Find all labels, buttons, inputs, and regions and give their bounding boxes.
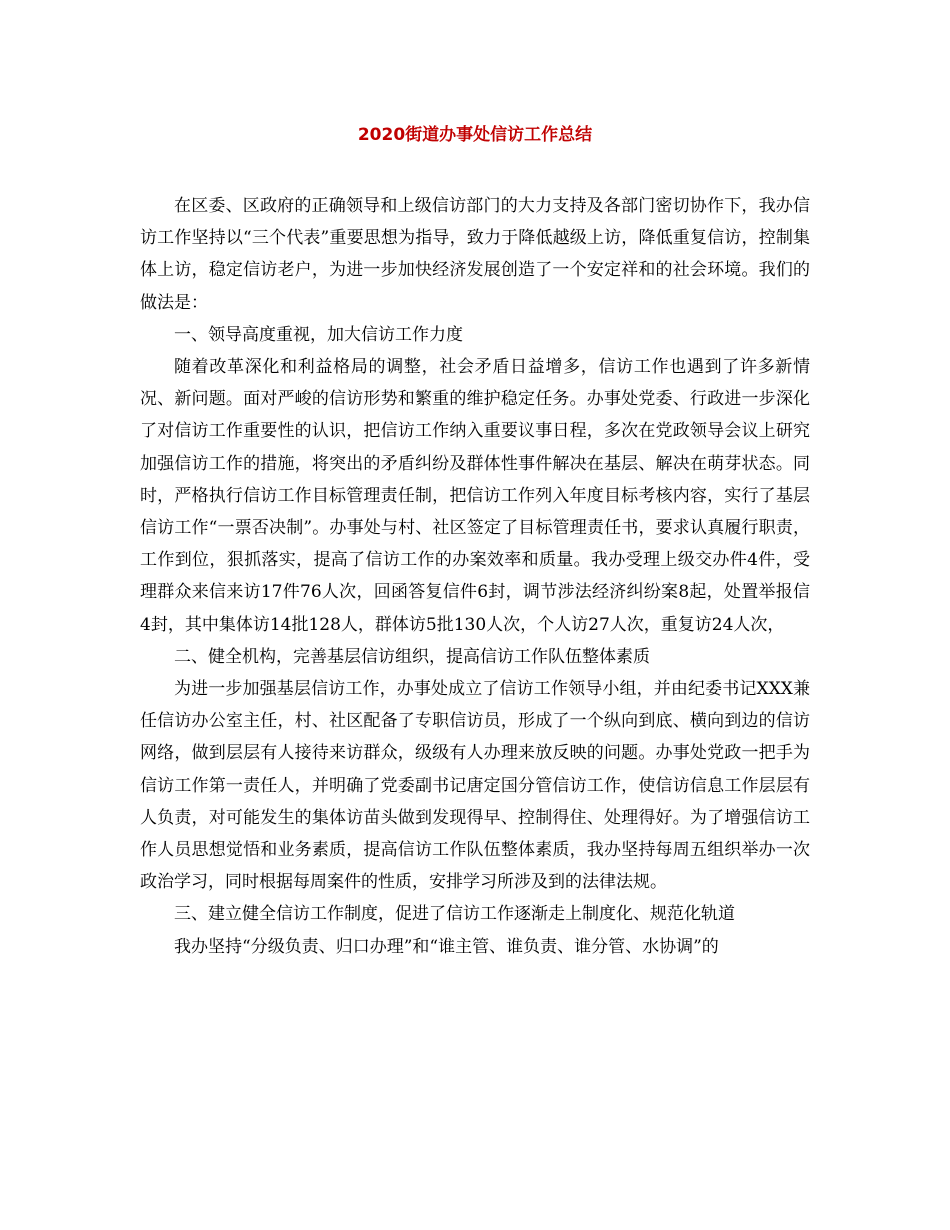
document-body (140, 190, 810, 963)
section-heading-2: 二、健全机构，完善基层信访组织，提高信访工作队伍整体素质 (174, 646, 650, 667)
section-heading-1: 一、领导高度重视，加大信访工作力度 (174, 324, 463, 345)
document-title: 2020街道办事处信访工作总结 (357, 125, 593, 145)
paragraph-section-3: 我办坚持“分级负责、归口办理”和“谁主管、谁负责、谁分管、水协调”的 (174, 936, 719, 957)
paragraph-section-2: 为进一步加强基层信访工作，办事处成立了信访工作领导小组，并由纪委书记XXX兼任信访办公室主任，村、社区配备了专职信访员，形成了一个纵向到底、横向到边的信访网络，做到层层有人接待来访群众，级级有人办理来放反映的问题。办事处党政一把手为信访工作第一责任人，并明确了党委副书记唐定国分管信访工作，使信访信息工作层层有人负责，对可能发生的集体访苗头做到发现得早、控制得住、处理得好。为了增强信访工作人员思想觉悟和业务素质，提高信访工作队伍整体素质，我办坚持每周五组织举办一次政治学习，同时根据每周案件的性质，安排学习所涉及到的法律法规。 (140, 679, 810, 893)
section-heading-3: 三、建立健全信访工作制度，促进了信访工作逐渐走上制度化、规范化轨道 (174, 904, 735, 925)
paragraph-intro: 在区委、区政府的正确领导和上级信访部门的大力支持及各部门密切协作下，我办信访工作坚持以“三个代表”重要思想为指导，致力于降低越级上访，降低重复信访，控制集体上访，稳定信访老户，为进一步加快经济发展创造了一个安定祥和的社会环境。我们的做法是： (140, 196, 810, 313)
paragraph-section-1: 随着改革深化和利益格局的调整，社会矛盾日益增多，信访工作也遇到了许多新情况、新问题。面对严峻的信访形势和繁重的维护稳定任务。办事处党委、行政进一步深化了对信访工作重要性的认识，把信访工作纳入重要议事日程，多次在党政领导会议上研究加强信访工作的措施，将突出的矛盾纠纷及群体性事件解决在基层、解决在萌芽状态。同时，严格执行信访工作目标管理责任制，把信访工作列入年度目标考核内容，实行了基层信访工作“一票否决制”。办事处与村、社区签定了目标管理责任书，要求认真履行职责，工作到位，狠抓落实，提高了信访工作的办案效率和质量。我办受理上级交办件4件，受理群众来信来访17件76人次，回函答复信件6封，调节涉法经济纠纷案8起，处置举报信4封，其中集体访14批128人，群体访5批130人次，个人访27人次，重复访24人次， (140, 357, 810, 635)
